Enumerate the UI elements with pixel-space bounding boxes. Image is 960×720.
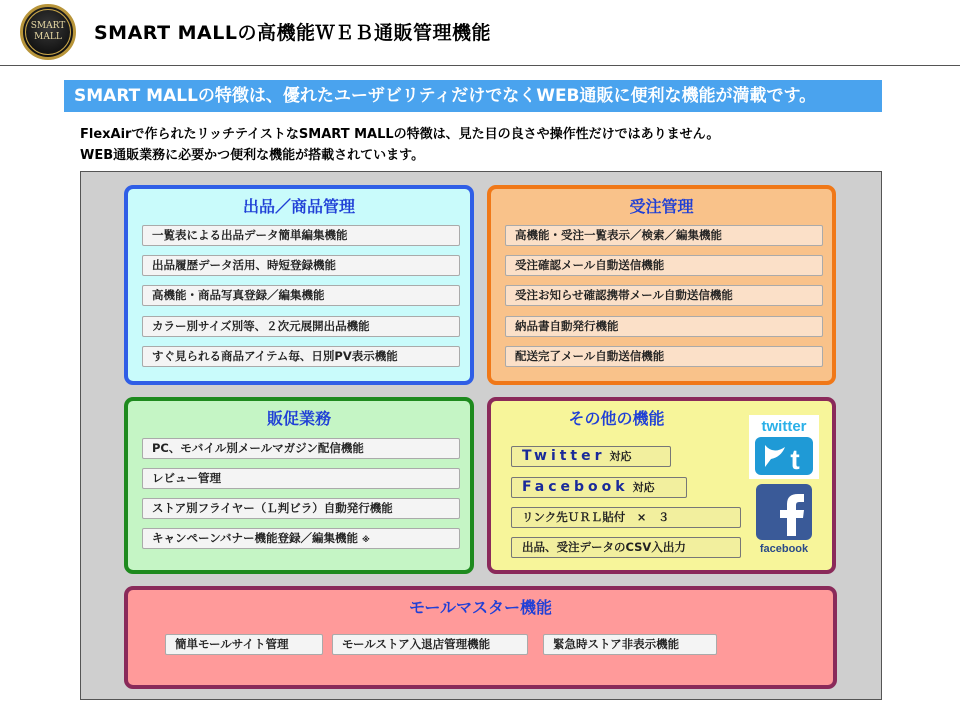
product-item: 出品履歴データ活用、時短登録機能 [142, 255, 460, 276]
facebook-support-tag [511, 477, 687, 498]
promotion-box [124, 397, 474, 574]
product-management-title: 出品／商品管理 [242, 197, 355, 216]
feature-banner: SMART MALLの特徴は、優れたユーザビリティだけでなくWEB通販に便利な機能が満載です。 [64, 80, 882, 112]
mall-item: モールストア入退店管理機能 [332, 634, 528, 655]
promotion-item [142, 528, 460, 549]
facebook-tag-name: Facebook [522, 479, 629, 495]
link-url-tag: リンク先ＵＲＬ貼付 × ３ [511, 507, 741, 528]
twitter-tag-name: Twitter [522, 448, 606, 464]
order-item: 納品書自動発行機能 [505, 316, 823, 337]
other-features-box [487, 397, 836, 574]
order-item: 受注お知らせ確認携帯メール自動送信機能 [505, 285, 823, 306]
product-item: 高機能・商品写真登録／編集機能 [142, 285, 460, 306]
title-divider [0, 65, 960, 66]
svg-text:t: t [790, 444, 800, 475]
twitter-logo-icon [749, 415, 819, 479]
promotion-item-label: キャンペーンバナー機能登録／編集機能 [152, 531, 358, 545]
smart-mall-logo [20, 4, 76, 60]
page-title: SMART MALLの高機能ＷＥＢ通販管理機能 [94, 22, 491, 44]
twitter-logo-text: twitter [761, 418, 807, 435]
logo-line1: SMART [30, 21, 66, 31]
order-management-box [487, 185, 836, 385]
other-features-title: その他の機能 [568, 409, 665, 428]
facebook-logo-icon [756, 484, 812, 554]
promotion-title: 販促業務 [266, 409, 331, 428]
mall-master-title: モールマスター機能 [408, 598, 553, 617]
order-item: 配送完了メール自動送信機能 [505, 346, 823, 367]
intro-line-2: WEB通販業務に必要かつ便利な機能が搭載されています。 [80, 148, 425, 163]
intro-line-1: FlexAirで作られたリッチテイストなSMART MALLの特徴は、見た目の良さや操作性だけではありません。 [80, 127, 720, 142]
note-mark: ※ [361, 535, 370, 544]
facebook-logo-text: facebook [759, 543, 809, 554]
twitter-tag-suffix: 対応 [609, 450, 632, 463]
mall-item: 緊急時ストア非表示機能 [543, 634, 717, 655]
product-management-box [124, 185, 474, 385]
order-item: 受注確認メール自動送信機能 [505, 255, 823, 276]
product-item: カラー別サイズ別等、２次元展開出品機能 [142, 316, 460, 337]
logo-line2: MALL [34, 32, 62, 42]
intro-text [80, 124, 719, 166]
facebook-tag-suffix: 対応 [632, 481, 655, 494]
csv-io-tag: 出品、受注データのCSV入出力 [511, 537, 741, 558]
feature-panel [80, 171, 882, 700]
order-item: 高機能・受注一覧表示／検索／編集機能 [505, 225, 823, 246]
product-item: 一覧表による出品データ簡単編集機能 [142, 225, 460, 246]
promotion-item: PC、モバイル別メールマガジン配信機能 [142, 438, 460, 459]
mall-item: 簡単モールサイト管理 [165, 634, 323, 655]
order-management-title: 受注管理 [629, 197, 694, 216]
promotion-item: レビュー管理 [142, 468, 460, 489]
promotion-item: ストア別フライヤー（Ｌ判ビラ）自動発行機能 [142, 498, 460, 519]
twitter-support-tag [511, 446, 671, 467]
product-item: すぐ見られる商品アイテム毎、日別PV表示機能 [142, 346, 460, 367]
mall-master-box [124, 586, 837, 689]
